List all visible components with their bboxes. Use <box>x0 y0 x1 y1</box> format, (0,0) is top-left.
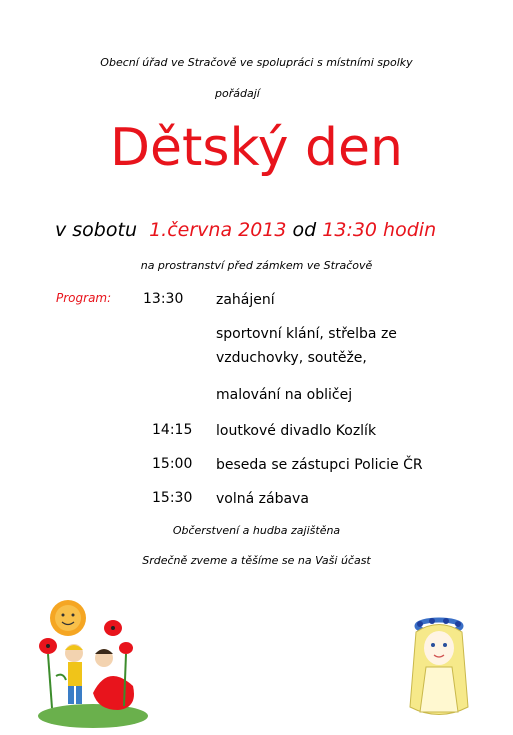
program-label: Program: <box>56 291 112 305</box>
invitation-note: Srdečně zveme a těšíme se na Vaši účast <box>142 554 371 567</box>
organizer-verb: pořádají <box>215 87 260 100</box>
sun-icon <box>50 600 86 636</box>
program-time: 15:30 <box>152 490 193 506</box>
date-prefix: v sobotu <box>55 219 137 241</box>
program-item: beseda se zástupci Policie ČR <box>216 457 423 473</box>
program-time: 13:30 <box>143 291 184 307</box>
program-item: sportovní klání, střelba ze vzduchovky, soutěže, <box>216 326 397 366</box>
event-place: na prostranství před zámkem ve Stračově <box>140 259 373 272</box>
organizer-intro: Obecní úřad ve Stračově ve spolupráci s místními spolky <box>100 56 413 69</box>
girl-wreath-illustration <box>404 612 474 724</box>
program-item: zahájení <box>216 292 275 308</box>
event-title: Dětský den <box>109 118 404 178</box>
program-item: volná zábava <box>216 491 309 507</box>
program-time: 15:00 <box>152 456 193 472</box>
program-item: loutkové divadlo Kozlík <box>216 423 377 439</box>
date-time: 13:30 hodin <box>322 219 437 241</box>
event-date <box>55 219 436 241</box>
refreshments-note: Občerstvení a hudba zajištěna <box>172 524 341 537</box>
children-flowers-illustration <box>38 598 158 728</box>
program-time: 14:15 <box>152 422 193 438</box>
program-item: malování na obličej <box>216 387 353 403</box>
date-value: 1.června 2013 <box>149 219 287 241</box>
date-from: od <box>292 219 317 241</box>
